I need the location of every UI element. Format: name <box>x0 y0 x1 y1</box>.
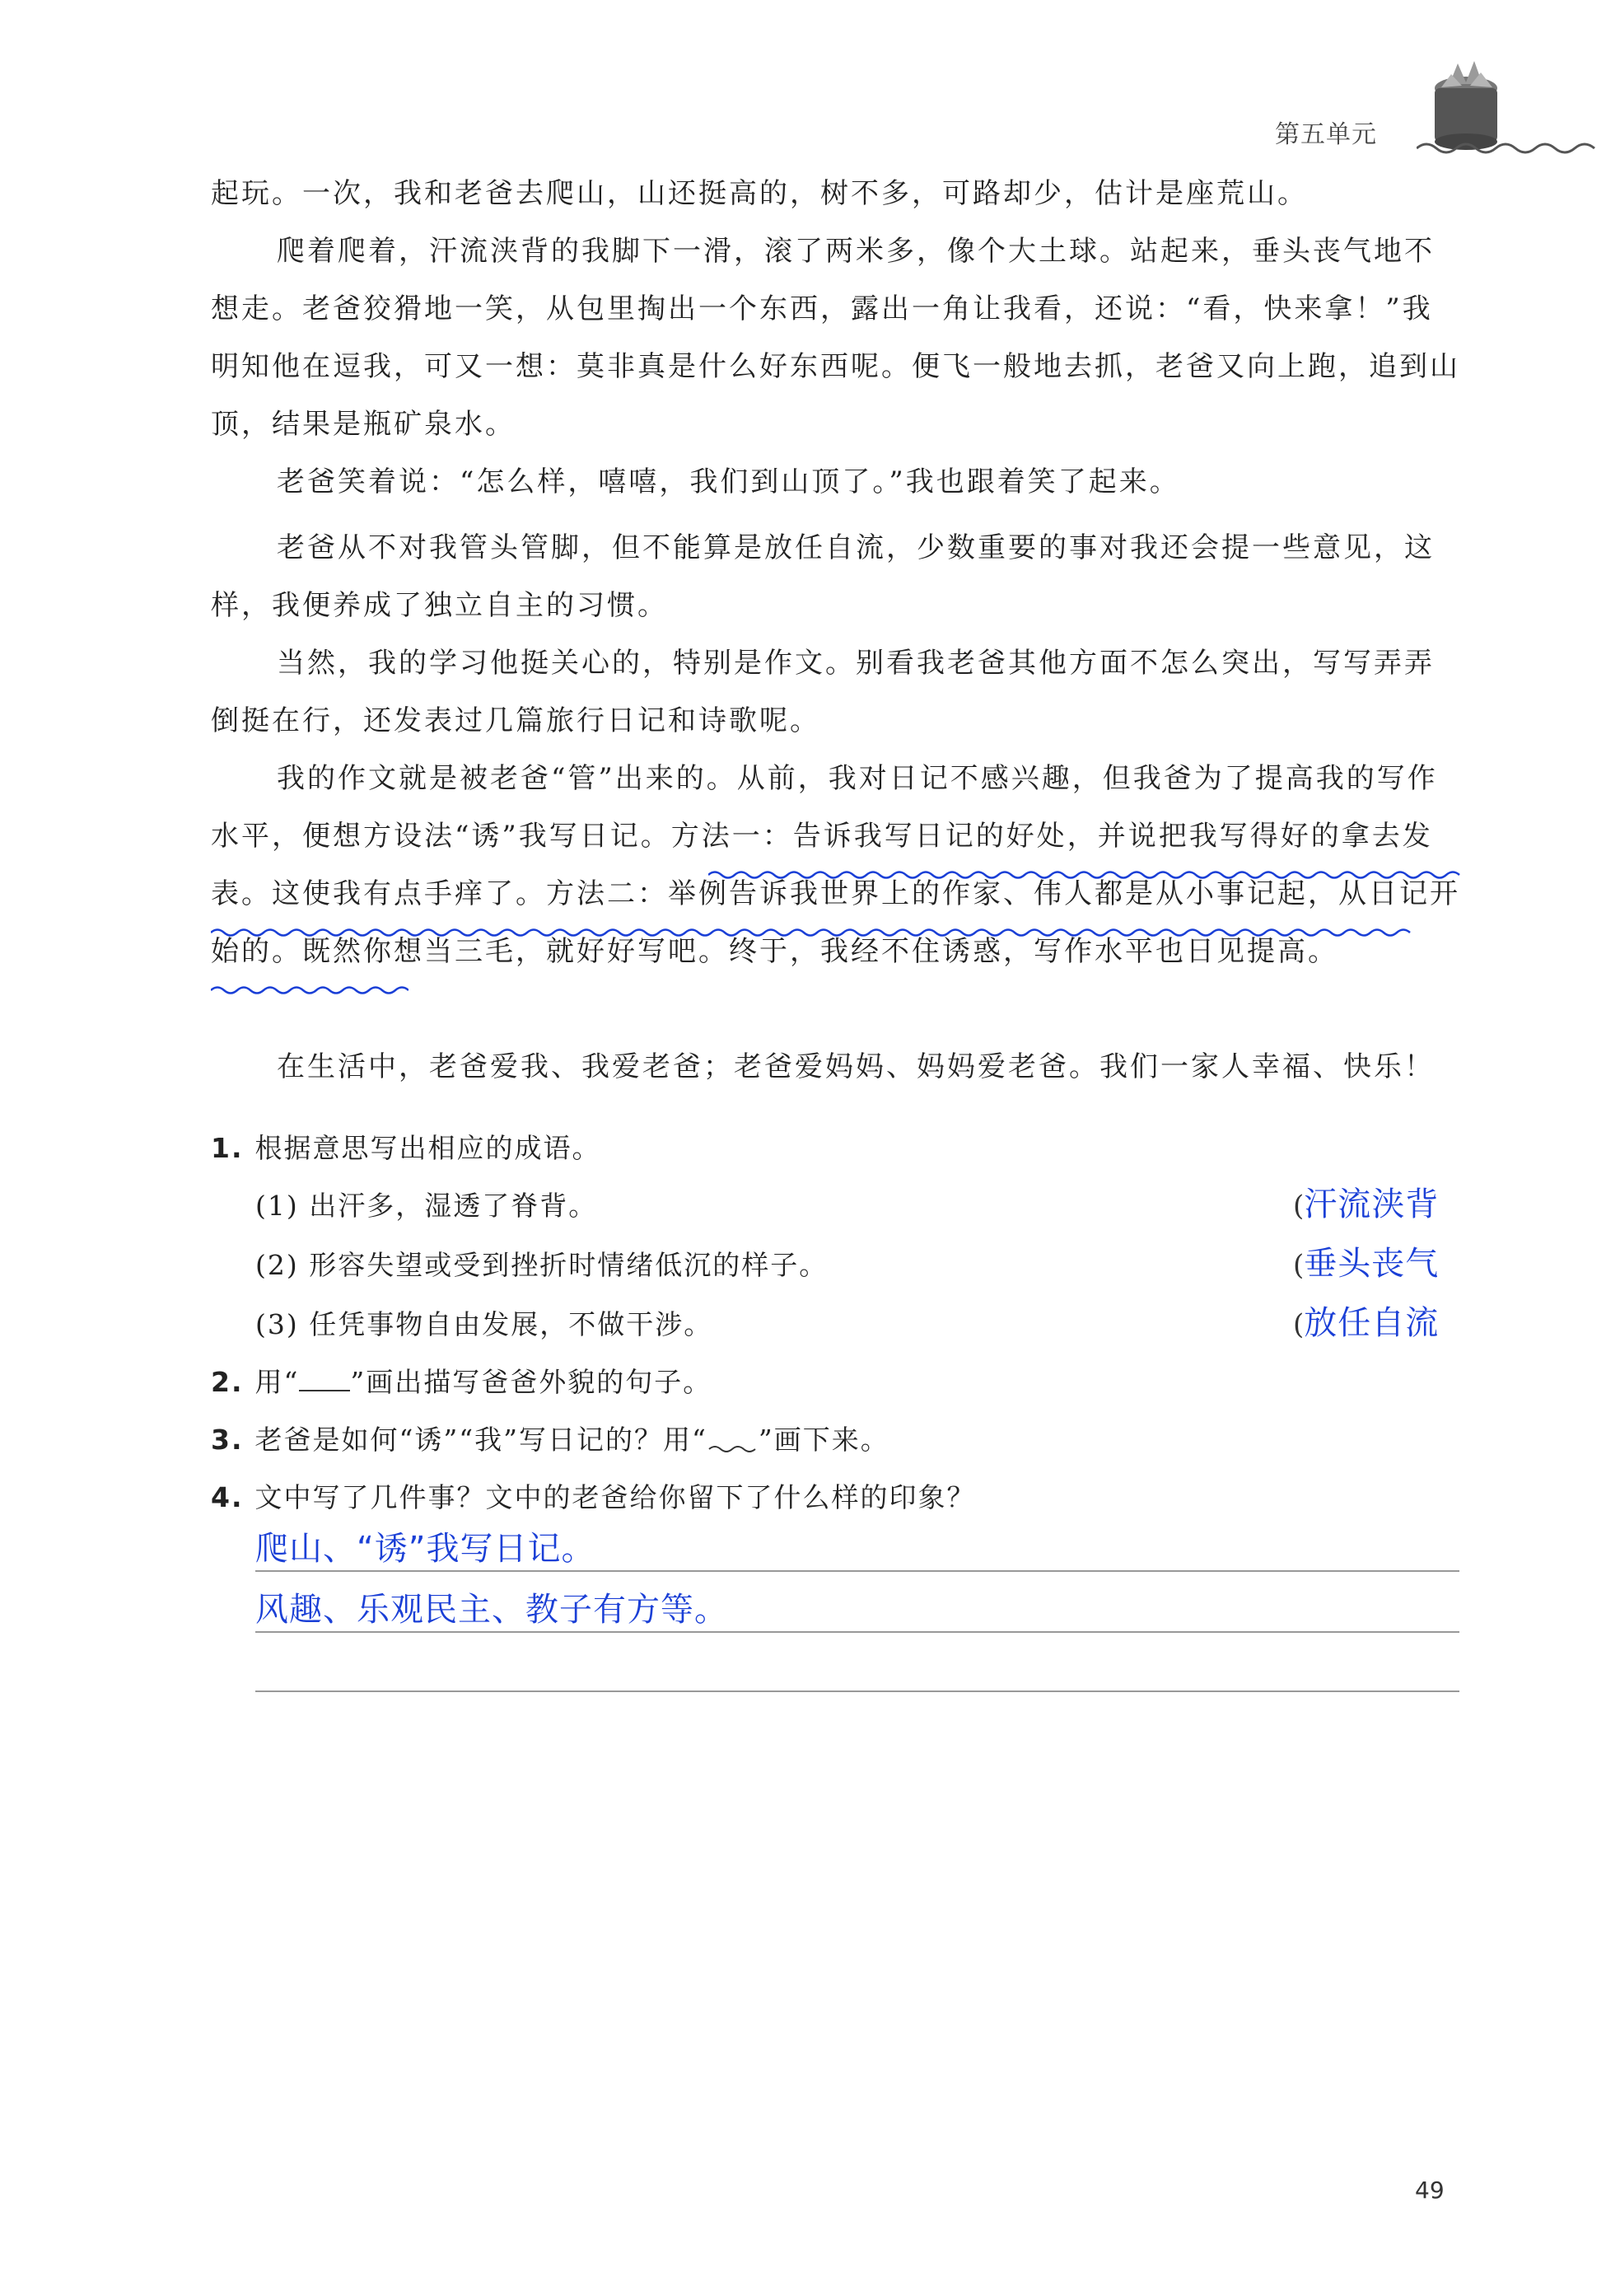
answer-line-3[interactable] <box>255 1690 1459 1692</box>
passage-paragraph-5 <box>211 750 1463 980</box>
passage-text: 老爸从不对我管头管脚，但不能算是放任自流，少数重要的事对我还会提一些意见，这样，我便养成了独立自主的习惯。 <box>211 531 1435 622</box>
question-text: 文中写了几件事？文中的老爸给你留下了什么样的印象？ <box>254 1481 976 1513</box>
question-4 <box>211 1476 976 1515</box>
passage-text: 既然你想当三毛，就好好写吧。终于，我经不住诱惑，写作水平也日见提高。 <box>302 935 1338 968</box>
answer-line-2-text: 风趣、乐观民主、教子有方等。 <box>255 1591 728 1629</box>
question-1-item-3 <box>255 1303 712 1342</box>
passage-text: 爬着爬着，汗流浃背的我脚下一滑，滚了两米多，像个大土球。站起来，垂头丧气地不想走。老爸狡猾地一笑，从包里掏出一个东西，露出一角让我看，还说：“看，快来拿！”我明知他在逗我，可又一想：莫非真是什么好东西呢。便飞一般地去抓，老爸又向上跑，追到山顶，结果是瓶矿泉水。 <box>211 235 1460 441</box>
paren: ( <box>1293 1190 1305 1223</box>
answer-text: 汗流浃背 <box>1304 1185 1440 1223</box>
paren: ( <box>1293 1249 1305 1282</box>
answer-text: 放任自流 <box>1304 1304 1440 1342</box>
passage-text: 我的作文就是被老爸“管”出来的。从前，我对日记不感兴趣，但我爸为了提高我的写作水平，便想方设法“诱”我写日记。 <box>211 762 1438 853</box>
answer-text: 垂头丧气 <box>1304 1245 1440 1283</box>
unit-title: 第五单元 <box>1275 120 1377 149</box>
question-1-item-1 <box>255 1185 597 1223</box>
question-3 <box>211 1419 889 1457</box>
question-number: 1. <box>211 1132 244 1164</box>
passage-paragraph-0 <box>211 165 1463 222</box>
passage-text: 起玩。一次，我和老爸去爬山，山还挺高的，树不多，可路却少，估计是座荒山。 <box>211 177 1308 210</box>
question-text: ”画下来。 <box>758 1424 889 1456</box>
page-number: 49 <box>1415 2177 1445 2204</box>
wavy-underline-mark <box>211 984 409 996</box>
passage-text: 当然，我的学习他挺关心的，特别是作文。别看我老爸其他方面不怎么突出，写写弄弄倒挺在行，还发表过几篇旅行日记和诗歌呢。 <box>211 647 1435 737</box>
passage-paragraph-2 <box>211 453 1463 511</box>
passage-text: 老爸笑着说：“怎么样，嘻嘻，我们到山顶了。”我也跟着笑了起来。 <box>277 465 1180 498</box>
answer-line-1-text: 爬山、“诱”我写日记。 <box>255 1530 595 1568</box>
question-text: ”画出描写爸爸外貌的句子。 <box>350 1366 712 1398</box>
wavy-underlined-text: 方法一：告诉我写日记的好处，并说把我写得好的拿去发表。这使我有点手痒了。方法二：举例告诉我世界上的作家、伟人都是从小事记起，从日记开始的。 <box>211 820 1460 968</box>
plant-pot-icon <box>1417 51 1606 161</box>
question-number: 4. <box>211 1481 244 1513</box>
answer-slot-1[interactable] <box>1293 1178 1439 1225</box>
item-label: (3) 任凭事物自由发展，不做干涉。 <box>255 1308 713 1340</box>
question-2 <box>211 1361 712 1400</box>
wavy-line-symbol <box>707 1424 759 1449</box>
wavy-underline-mark <box>708 869 1466 881</box>
passage-paragraph-6 <box>211 1038 1463 1096</box>
question-text: 老爸是如何“诱”“我”写日记的？用“ <box>254 1424 707 1456</box>
item-label: (1) 出汗多，湿透了脊背。 <box>255 1190 598 1222</box>
question-1 <box>211 1127 601 1166</box>
question-1-item-2 <box>255 1244 828 1283</box>
question-number: 2. <box>211 1366 244 1398</box>
answer-line-1[interactable] <box>255 1570 1459 1572</box>
item-label: (2) 形容失望或受到挫折时情绪低沉的样子。 <box>255 1249 829 1281</box>
question-number: 3. <box>211 1424 244 1456</box>
question-text: 用“ <box>254 1366 300 1398</box>
passage-paragraph-3 <box>211 519 1463 634</box>
answer-line-2[interactable] <box>255 1631 1459 1633</box>
passage-text: 在生活中，老爸爱我、我爱老爸；老爸爱妈妈、妈妈爱老爸。我们一家人幸福、快乐！ <box>277 1050 1435 1083</box>
wavy-underline-mark <box>211 927 1463 938</box>
straight-line-symbol <box>299 1367 350 1391</box>
paren: ( <box>1293 1308 1305 1341</box>
answer-slot-2[interactable] <box>1293 1237 1439 1284</box>
question-text: 根据意思写出相应的成语。 <box>254 1132 601 1164</box>
passage-paragraph-1 <box>211 222 1463 453</box>
passage-paragraph-4 <box>211 634 1463 750</box>
answer-slot-3[interactable] <box>1293 1297 1439 1344</box>
